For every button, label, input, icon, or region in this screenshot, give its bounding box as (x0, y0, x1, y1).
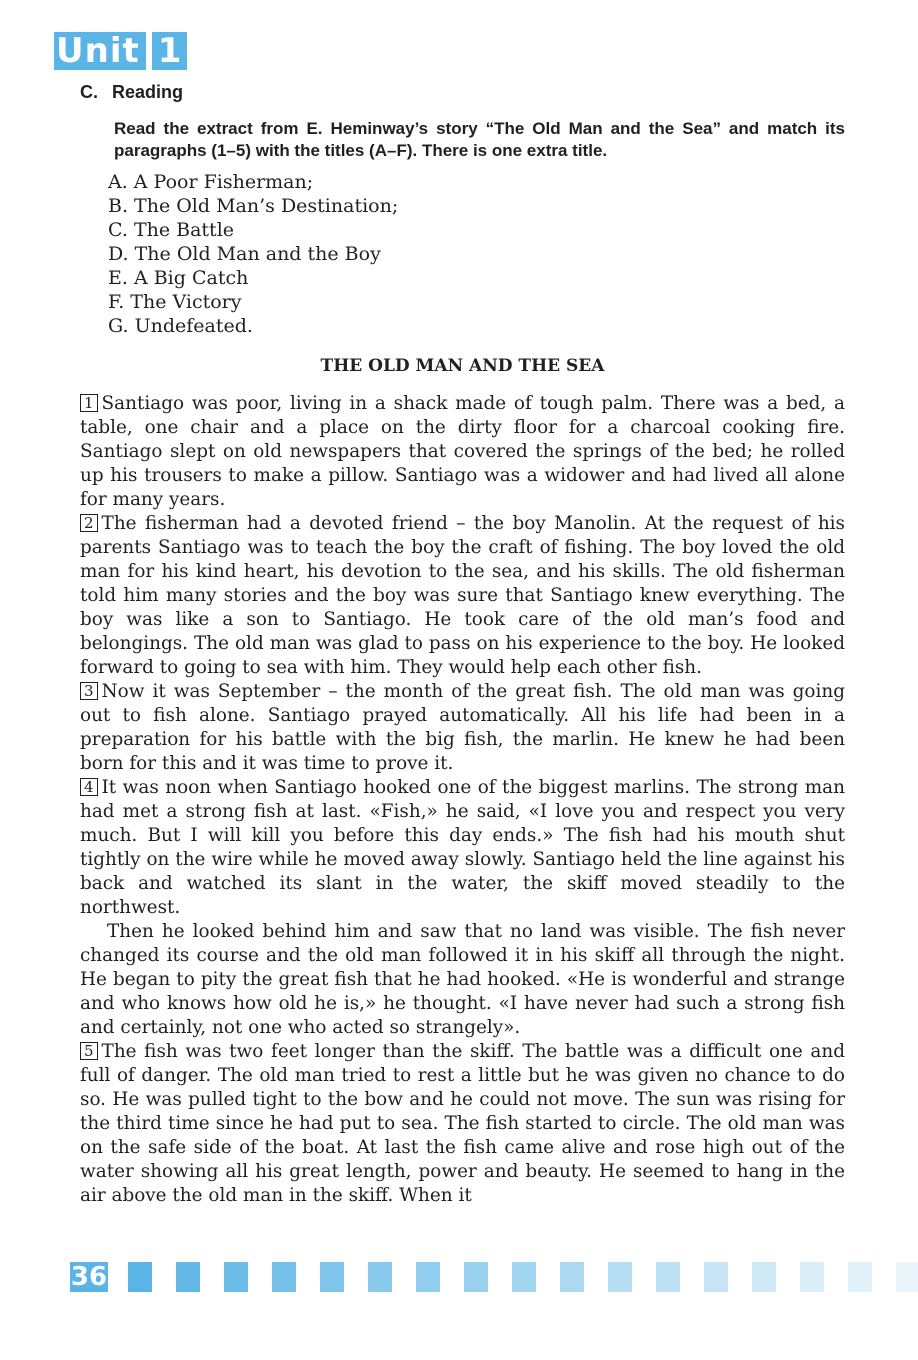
story-paragraph (80, 776, 845, 920)
decorative-square (464, 1262, 488, 1292)
title-option: B. The Old Man’s Destination; (108, 195, 399, 217)
decorative-square (560, 1262, 584, 1292)
title-option: G. Undefeated. (108, 315, 253, 337)
unit-number: 1 (152, 32, 188, 70)
paragraph-number: 2 (80, 514, 98, 532)
story-paragraph (80, 920, 845, 1040)
paragraph-number: 1 (80, 394, 98, 412)
title-option: C. The Battle (108, 219, 235, 241)
unit-badge (54, 32, 187, 70)
paragraph-text: The fish was two feet longer than the skiff. The battle was a difficult one and full of danger. The old man tried to rest a little but he was given no chance to do so. He was pulled tight to the bow and he could not move. The sun was rising for the third time since he had put to sea. The fish started to circle. The old man was on the safe side of the boat. At last the fish came alive and rose high out of the water showing all his great length, power and beauty. He seemed to hang in the air above the old man in the skiff. When it (80, 1041, 845, 1206)
paragraph-text: Then he looked behind him and saw that no land was visible. The fish never changed its course and the old man followed it in his skiff all through the night. He began to pity the great fish that he had hooked. «He is wonderful and strange and who knows how old he is,» he thought. «I have never had such a strong fish and certainly, not one who acted so strangely». (80, 921, 845, 1038)
title-option: A. A Poor Fisherman; (108, 171, 314, 193)
title-option: D. The Old Man and the Boy (108, 243, 381, 265)
paragraph-text: Santiago was poor, living in a shack made of tough palm. There was a bed, a table, one chair and a place on the dirty floor for a charcoal cooking fire. Santiago slept on old newspapers that covered the springs of the bed; he rolled up his trousers to make a pillow. Santiago was a widower and had lived all alone for many years. (80, 393, 845, 510)
decorative-square (320, 1262, 344, 1292)
decorative-square (416, 1262, 440, 1292)
title-option: E. A Big Catch (108, 267, 249, 289)
paragraph-text: It was noon when Santiago hooked one of the biggest marlins. The strong man had met a strong fish at last. «Fish,» he said, «I love you and respect you very much. But I will kill you before this day ends.» The fish had his mouth shut tightly on the wire while he moved away slowly. Santiago held the line against his back and watched its slant in the water, the skiff moved steadily to the northwest. (80, 777, 845, 918)
decorative-square (800, 1262, 824, 1292)
section-title: Reading (112, 82, 184, 102)
paragraph-number: 3 (80, 682, 98, 700)
page-number: 36 (70, 1262, 108, 1292)
title-option: F. The Victory (108, 291, 242, 313)
titles-list (108, 170, 398, 338)
paragraph-number: 5 (80, 1042, 98, 1060)
paragraph-number: 4 (80, 778, 98, 796)
story-text (80, 392, 845, 1208)
section-heading (80, 82, 183, 103)
story-paragraph (80, 392, 845, 512)
story-paragraph (80, 512, 845, 680)
story-title: THE OLD MAN AND THE SEA (320, 356, 605, 376)
decorative-square (704, 1262, 728, 1292)
story-paragraph (80, 1040, 845, 1208)
decorative-square (656, 1262, 680, 1292)
section-letter: C. (80, 82, 98, 102)
decorative-square (272, 1262, 296, 1292)
decorative-square (128, 1262, 152, 1292)
decorative-square (512, 1262, 536, 1292)
decorative-square (752, 1262, 776, 1292)
paragraph-text: Now it was September – the month of the great fish. The old man was going out to fish alone. Santiago prayed automatically. All his life had been in a preparation for his battle with the big fish, the marlin. He knew he had been born for this and it was time to prove it. (80, 681, 845, 774)
decorative-square (224, 1262, 248, 1292)
page-footer (70, 1262, 108, 1292)
task-instruction: Read the extract from E. Heminway’s story “The Old Man and the Sea” and match its paragraphs (1–5) with the titles (A–F). There is one extra title. (114, 119, 845, 160)
decorative-square (368, 1262, 392, 1292)
paragraph-text: The fisherman had a devoted friend – the boy Manolin. At the request of his parents Santiago was to teach the boy the craft of fishing. The boy loved the old man for his kind heart, his devotion to the sea, and his skills. The old fisherman told him many stories and the boy was sure that Santiago knew everything. The boy was like a son to Santiago. He took care of the old man’s food and belongings. The old man was glad to pass on his experience to the boy. He looked forward to going to sea with him. They would help each other fish. (80, 513, 845, 678)
unit-label: Unit (54, 32, 146, 70)
decorative-square (608, 1262, 632, 1292)
decorative-square (848, 1262, 872, 1292)
decorative-square (176, 1262, 200, 1292)
story-paragraph (80, 680, 845, 776)
decorative-square (896, 1262, 918, 1292)
